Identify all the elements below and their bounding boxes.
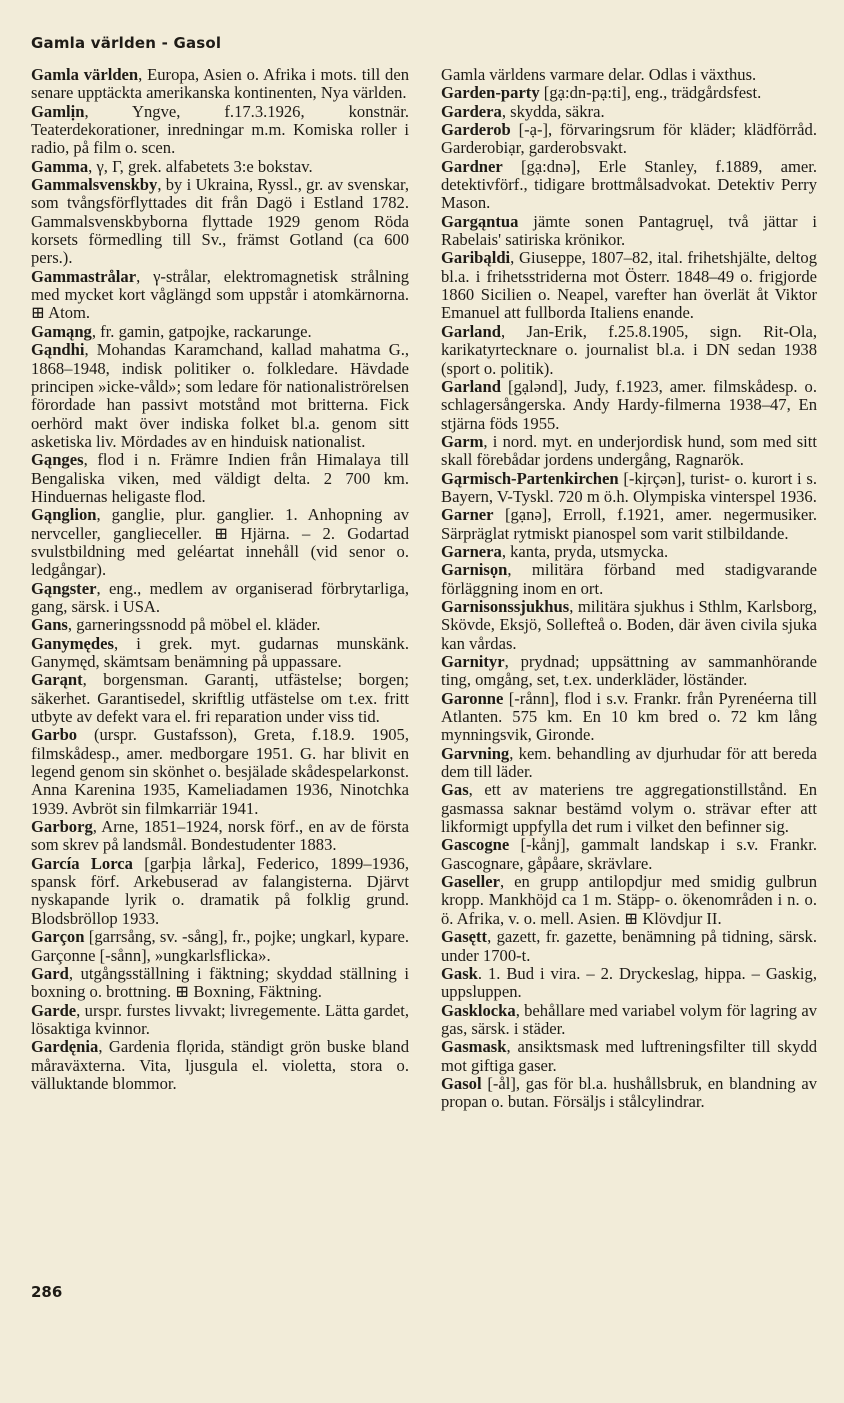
- dictionary-entry: [31, 506, 409, 579]
- entry-headword: Garde: [31, 1000, 77, 1020]
- dictionary-entry: [441, 249, 817, 322]
- entry-headword: Garnisonssjukhus: [441, 596, 570, 616]
- entry-text: , Yngve, f.17.3.1926, konstnär. Teaterdekorationer, inredningar m.m. Komiska roller i radio, på film o. scen.: [31, 101, 409, 158]
- dictionary-entry: [31, 1002, 409, 1039]
- entry-text: [-kånj], gammalt landskap i s.v. Frankr. Gascognare, gåpåare, skrävlare.: [441, 835, 817, 873]
- entry-headword: Ganymędes: [31, 633, 114, 653]
- entry-text: , behållare med variabel volym för lagring av gas, särsk. i städer.: [441, 1000, 817, 1038]
- dictionary-entry: [441, 543, 817, 561]
- entry-text: [gạnə], Erroll, f.1921, amer. negermusiker. Särpräglat rytmiskt pianospel som varit stilbildande.: [441, 505, 817, 543]
- entry-text: , militära sjukhus i Sthlm, Karlsborg, Skövde, Eksjö, Sollefteå o. Boden, där även civila sjuka kan vårdas.: [441, 596, 817, 653]
- dictionary-entry: [441, 84, 817, 102]
- entry-headword: Gasętt: [441, 927, 488, 947]
- dictionary-entry: [441, 965, 817, 1002]
- entry-text: , eng., medlem av organiserad förbrytarliga, gang, särsk. i USA.: [31, 578, 409, 616]
- entry-text: [-rånn], flod i s.v. Frankr. från Pyrenéerna till Atlanten. 575 km. En 10 km bred o. 72 km lång mynningsvik, Gironde.: [441, 688, 817, 745]
- entry-headword: Gąndhi: [31, 340, 85, 360]
- entry-text: , en grupp antilopdjur med smidig gulbrun kropp. Mankhöjd ca 1 m. Stäpp- o. ökenområden i n. o. ö. Afrika, v. o. mell. Asien. ⊞ Klövdjur II.: [441, 872, 817, 928]
- dictionary-entry: [441, 873, 817, 928]
- entry-text: , ett av materiens tre aggregationstillstånd. En gasmassa saknar bestämd volym o. strävar efter att likformigt uppfylla det rum i vilket den befinner sig.: [441, 780, 817, 837]
- entry-text: Gamla världens varmare delar. Odlas i växthus.: [441, 65, 757, 84]
- entry-headword: Gasol: [441, 1073, 482, 1093]
- entry-headword: Gasklocka: [441, 1000, 516, 1020]
- entry-headword: Gardner: [441, 156, 503, 176]
- entry-text: , ansiktsmask med luftreningsfilter till skydd mot giftiga gaser.: [441, 1037, 817, 1075]
- entry-text: , urspr. furstes livvakt; livregemente. Lätta gardet, lösaktiga kvinnor.: [31, 1000, 409, 1038]
- entry-text: , prydnad; uppsättning av sammanhörande ting, omgång, set, t.ex. underkläder, löständer.: [441, 652, 817, 690]
- dictionary-entry: [441, 781, 817, 836]
- entry-headword: García Lorca: [31, 853, 133, 873]
- dictionary-entry: [31, 451, 409, 506]
- dictionary-entry: [441, 506, 817, 543]
- dictionary-entry: [441, 836, 817, 873]
- dictionary-entry: [31, 1038, 409, 1093]
- entry-headword: Gasmask: [441, 1037, 507, 1057]
- entry-text: [gạ:dn-pạ:ti], eng., trädgårdsfest.: [539, 83, 762, 103]
- entry-headword: Garibąldi: [441, 248, 511, 268]
- entry-headword: Gard: [31, 963, 69, 983]
- dictionary-entry: [441, 1075, 817, 1112]
- entry-headword: Gans: [31, 615, 68, 635]
- entry-headword: Gąnges: [31, 450, 84, 470]
- entry-text: [-kịrçən], turist- o. kurort i s. Bayern, V-Tyskl. 720 m ö.h. Olympiska vinterspel 1936.: [441, 468, 817, 506]
- entry-headword: Garner: [441, 505, 494, 525]
- entry-text: , Giuseppe, 1807–82, ital. frihetshjälte, deltog bl.a. i frihetsstriderna mot Österr. 1848–49 o. frigjorde 1860 Sicilien o. Neapel, varefter han överlät åt Viktor Emanuel att fullborda Italiens enande.: [441, 248, 817, 323]
- dictionary-entry: [441, 928, 817, 965]
- entry-text: , Arne, 1851–1924, norsk förf., en av de första som skrev på landsmål. Bondestudenter 1883.: [31, 817, 409, 855]
- dictionary-entry: [441, 66, 817, 84]
- entry-text: jämte sonen Pantagruęl, två jättar i Rabelais' satiriska krönikor.: [441, 211, 817, 250]
- entry-text: , ganglie, plur. ganglier. 1. Anhopning av nervceller, ganglieceller. ⊞ Hjärna. – 2. Godartad svulstbildning med geléartat innehåll (vid senor o. ledgångar).: [31, 505, 409, 580]
- entry-headword: Gas: [441, 780, 469, 800]
- entry-headword: Gardęnia: [31, 1037, 99, 1057]
- dictionary-entry: [31, 635, 409, 672]
- dictionary-entry: [31, 341, 409, 451]
- entry-text: , Jan-Erik, f.25.8.1905, sign. Rit-Ola, karikatyrtecknare o. journalist bl.a. i DN sedan 1938 (sport o. politik).: [441, 321, 817, 378]
- entry-headword: Garland: [441, 321, 501, 341]
- dictionary-entry: [441, 598, 817, 653]
- dictionary-entry: [441, 158, 817, 213]
- entry-headword: Garonne: [441, 688, 504, 708]
- dictionary-entry: [441, 103, 817, 121]
- entry-headword: Garnera: [441, 541, 502, 561]
- entry-text: , flod i n. Främre Indien från Himalaya till Bengaliska viken, med väldigt delta. 2 700 km. Hinduernas heligaste flod.: [31, 450, 409, 506]
- entry-headword: Gamąng: [31, 321, 92, 341]
- entry-text: , garneringssnodd på möbel el. kläder.: [67, 615, 321, 635]
- dictionary-entry: [31, 580, 409, 617]
- entry-headword: Gascogne: [441, 835, 510, 855]
- entry-text: [gạ:dnə], Erle Stanley, f.1889, amer. detektivförf., tidigare brottmålsadvokat. Detektiv Perry Mason.: [441, 156, 817, 213]
- dictionary-entry: [441, 745, 817, 782]
- dictionary-entry: [441, 1002, 817, 1039]
- entry-headword: Gąrmisch-Partenkirchen: [441, 468, 619, 488]
- dictionary-entry: [31, 268, 409, 323]
- page-number: 286: [31, 1283, 63, 1301]
- entry-text: , γ-strålar, elektromagnetisk strålning med mycket kort våglängd som uppstår i atomkärnorna. ⊞ Atom.: [31, 266, 409, 323]
- entry-headword: Garborg: [31, 817, 93, 837]
- entry-text: , Gardenia flọrida, ständigt grön buske bland måraväxterna. Vita, ljusgula el. violetta, stora o. välluktande blommor.: [31, 1037, 409, 1093]
- entry-text: , gazett, fr. gazette, benämning på tidning, särsk. under 1700-t.: [441, 927, 817, 965]
- entry-text: , γ, Γ, grek. alfabetets 3:e bokstav.: [88, 156, 313, 176]
- dictionary-entry: [31, 66, 409, 103]
- dictionary-entry: [31, 928, 409, 965]
- entry-headword: Garçon: [31, 927, 85, 947]
- dictionary-entry: [31, 965, 409, 1002]
- dictionary-entry: [441, 121, 817, 158]
- right-column: [441, 66, 817, 1112]
- dictionary-entry: [441, 378, 817, 433]
- entry-headword: Garvning: [441, 743, 510, 763]
- entry-text: [garþịa lårka], Federico, 1899–1936, spansk förf. Arkebuserad av falangisterna. Djärvt nyskapande lyrik o. dramatik på folklig grund. Blodsbröllop 1933.: [31, 853, 409, 928]
- entry-headword: Gaseller: [441, 872, 500, 892]
- entry-text: , i nord. myt. en underjordisk hund, som med sitt skall förebådar jordens undergång, Ragnarök.: [441, 431, 817, 470]
- entry-headword: Gardera: [441, 101, 502, 121]
- dictionary-entry: [441, 690, 817, 745]
- dictionary-entry: [441, 470, 817, 507]
- dictionary-entry: [441, 213, 817, 250]
- entry-headword: Garden-party: [441, 83, 540, 103]
- running-head: Gamla världen - Gasol: [31, 34, 222, 52]
- entry-headword: Gamlịn: [31, 101, 85, 121]
- entry-headword: Gąnglion: [31, 505, 97, 525]
- entry-headword: Gammastrålar: [31, 266, 137, 286]
- entry-headword: Garbo: [31, 725, 78, 745]
- dictionary-entry: [441, 561, 817, 598]
- entry-headword: Garland: [441, 376, 501, 396]
- entry-text: , utgångsställning i fäktning; skyddad ställning i boxning o. brottning. ⊞ Boxning, Fäktning.: [31, 963, 409, 1002]
- dictionary-entry: [31, 726, 409, 818]
- entry-headword: Gammalsvenskby: [31, 175, 158, 195]
- entry-text: , by i Ukraina, Ryssl., gr. av svenskar, som tvångsförflyttades dit från Dagö i Estland 1782. Gammalsvenskbyborna flyttade 1929 genom Röda korsets förmedling till Sv., främst Gotland (ca 600 pers.).: [31, 175, 409, 268]
- entry-headword: Gąngster: [31, 578, 97, 598]
- entry-text: , militära förband med stadigvarande förläggning inom en ort.: [441, 560, 817, 598]
- entry-headword: Gask: [441, 963, 478, 983]
- entry-headword: Garm: [441, 431, 484, 451]
- entry-text: , borgensman. Garantị, utfästelse; borgen; säkerhet. Garantisedel, skriftlig utfästelse om t.ex. fritt utbyte av defekt vara el. fri reparation under viss tid.: [31, 670, 409, 727]
- entry-text: (urspr. Gustafsson), Greta, f.18.9. 1905, filmskådesp., amer. medborgare 1951. G. har blivit en legend genom sin skönhet o. besjälade skådespelarkonst. Anna Karenina 1935, Kameliadamen 1936, Ninotchka 1939. Avbröt sin filmkarriär 1941.: [31, 725, 409, 818]
- left-column: [31, 66, 409, 1093]
- entry-text: [-ạ-], förvaringsrum för kläder; klädförråd. Garderobiạr, garderobsvakt.: [441, 120, 817, 158]
- entry-text: , fr. gamin, gatpojke, rackarunge.: [91, 321, 312, 341]
- entry-headword: Gargąntua: [441, 211, 519, 231]
- entry-text: [garrsång, sv. -sång], fr., pojke; ungkarl, kypare. Garçonne [-sånn], »ungkarlsflicka».: [31, 927, 409, 965]
- entry-headword: Gamla världen: [31, 65, 139, 84]
- entry-text: . 1. Bud i vira. – 2. Dryckeslag, hippa. – Gaskig, uppsluppen.: [441, 963, 817, 1002]
- entry-text: , skydda, säkra.: [501, 101, 605, 121]
- entry-text: , kanta, pryda, utsmycka.: [501, 541, 669, 561]
- dictionary-entry: [441, 433, 817, 470]
- dictionary-entry: [31, 176, 409, 268]
- entry-headword: Garnisọn: [441, 560, 508, 580]
- entry-text: [-ål], gas för bl.a. hushållsbruk, en blandning av propan o. butan. Försäljs i stålcylindrar.: [441, 1073, 817, 1112]
- dictionary-entry: [31, 103, 409, 158]
- dictionary-entry: [31, 855, 409, 928]
- entry-headword: Garderob: [441, 120, 511, 140]
- dictionary-entry: [31, 323, 409, 341]
- entry-text: , Mohandas Karamchand, kallad mahatma G., 1868–1948, indisk politiker o. folkledare. Hävdade principen »icke-våld»; som ledare för nationaliströrelsen förordade han passivt motstånd mot britterna. Fick oerhörd makt över indiska folket bl.a. genom sitt asketiska liv. Mördades av en hinduisk nationalist.: [31, 340, 409, 451]
- entry-headword: Garnityr: [441, 652, 505, 671]
- dictionary-entry: [441, 323, 817, 378]
- dictionary-entry: [31, 616, 409, 634]
- dictionary-entry: [441, 1038, 817, 1075]
- entry-text: , kem. behandling av djurhudar för att bereda dem till läder.: [441, 743, 817, 782]
- entry-headword: Gamma: [31, 156, 89, 176]
- dictionary-entry: [441, 653, 817, 690]
- entry-text: , Europa, Asien o. Afrika i mots. till den senare upptäckta amerikanska kontinenten, Nya världen.: [31, 65, 409, 103]
- dictionary-entry: [31, 158, 409, 176]
- dictionary-entry: [31, 671, 409, 726]
- dictionary-entry: [31, 818, 409, 855]
- entry-headword: Garąnt: [31, 670, 83, 690]
- entry-text: [gạlənd], Judy, f.1923, amer. filmskådesp. o. schlagersångerska. Andy Hardy-filmerna 1938–47, En stjärna föds 1955.: [441, 376, 817, 433]
- entry-text: , i grek. myt. gudarnas munskänk. Ganymęd, skämtsam benämning på uppassare.: [31, 633, 409, 671]
